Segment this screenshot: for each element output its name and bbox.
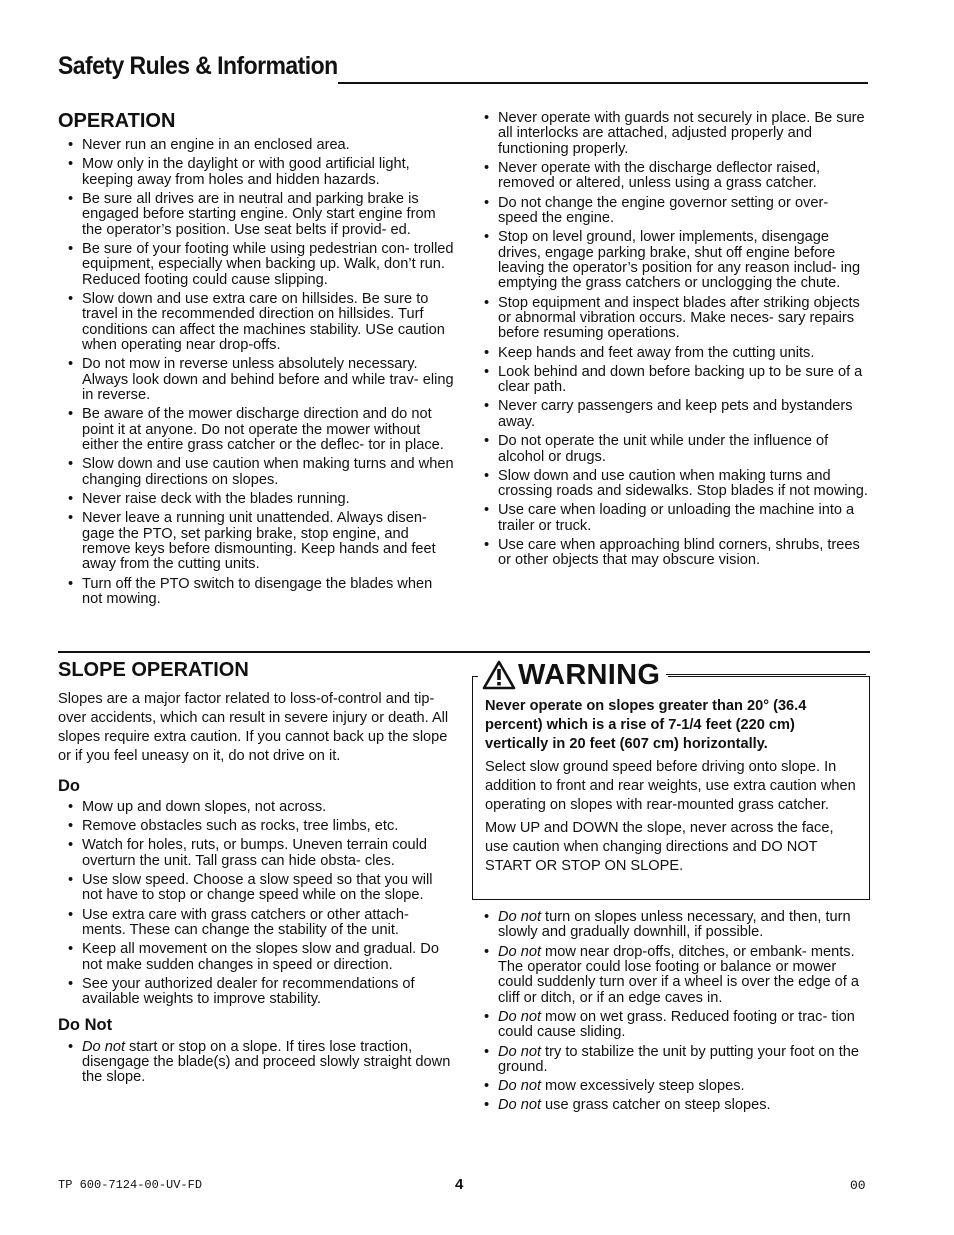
title-rule bbox=[338, 82, 868, 84]
footer-document-id: TP 600-7124-00-UV-FD bbox=[58, 1178, 203, 1192]
list-item: • Watch for holes, ruts, or bumps. Uneven terrain could overturn the unit. Tall grass can hide obsta- cles. bbox=[58, 838, 456, 869]
footer-revision: 00 bbox=[850, 1178, 866, 1193]
list-item: • Be sure all drives are in neutral and parking brake is engaged before starting engine. Only start engine from the operator’s position. Use seat belts if provid- ed. bbox=[58, 192, 456, 238]
negation-text: Do not bbox=[498, 943, 541, 960]
list-item: • Never carry passengers and keep pets and bystanders away. bbox=[474, 399, 868, 430]
donot-list bbox=[58, 1040, 456, 1086]
list-item: • Keep all movement on the slopes slow and gradual. Do not make sudden changes in speed or direction. bbox=[58, 942, 456, 973]
item-text: mow excessively steep slopes. bbox=[541, 1078, 745, 1095]
list-item: • Mow only in the daylight or with good artificial light, keeping away from holes and hidden hazards. bbox=[58, 157, 456, 188]
list-item: • Use care when loading or unloading the machine into a trailer or truck. bbox=[474, 503, 868, 534]
section-divider bbox=[58, 651, 870, 653]
operation-right-list bbox=[474, 111, 868, 569]
list-item: • Use extra care with grass catchers or other attach- ments. These can change the stability of the unit. bbox=[58, 908, 456, 939]
warning-header-rule bbox=[666, 674, 866, 675]
item-text: start or stop on a slope. If tires lose traction, disengage the blade(s) and proceed slowly straight down the slope. bbox=[82, 1038, 451, 1086]
item-text: mow near drop-offs, ditches, or embank- ments. The operator could lose footing or balance or mower could suddenly turn over if a wheel is over the edge of a cliff or ditch, or if an edge caves in. bbox=[498, 943, 860, 1006]
operation-left-column bbox=[58, 110, 456, 611]
list-item: • Never operate with guards not securely in place. Be sure all interlocks are attached, adjusted properly and functioning properly. bbox=[474, 111, 868, 157]
negation-text: Do not bbox=[498, 1097, 541, 1114]
warning-title: WARNING bbox=[518, 659, 661, 691]
negation-text: Do not bbox=[82, 1038, 125, 1055]
operation-left-list bbox=[58, 138, 456, 607]
operation-right-column bbox=[474, 111, 868, 573]
list-item bbox=[474, 1098, 868, 1113]
list-item: • Stop on level ground, lower implements, disengage drives, engage parking brake, shut off engine before leaving the operator’s position for any reason includ- ing emptying the grass catchers or unclogging the chute. bbox=[474, 230, 868, 292]
list-item: • Never operate with the discharge deflector raised, removed or altered, unless using a grass catcher. bbox=[474, 161, 868, 192]
warning-paragraph-1: Select slow ground speed before driving onto slope. In addition to front and rear weights, use extra caution when operating on slopes with rear-mounted grass catcher. bbox=[485, 759, 856, 813]
list-item bbox=[474, 910, 868, 941]
negation-text: Do not bbox=[498, 909, 541, 925]
list-item: • See your authorized dealer for recommendations of available weights to improve stability. bbox=[58, 977, 456, 1008]
item-text: use grass catcher on steep slopes. bbox=[541, 1097, 771, 1114]
do-heading: Do bbox=[58, 777, 80, 795]
donot-right-column bbox=[474, 910, 868, 1118]
slope-column bbox=[58, 659, 456, 1090]
list-item: • Mow up and down slopes, not across. bbox=[58, 800, 456, 815]
slope-heading: SLOPE OPERATION bbox=[58, 659, 249, 681]
list-item bbox=[58, 1040, 456, 1086]
warning-content bbox=[485, 697, 860, 880]
negation-text: Do not bbox=[498, 1043, 541, 1060]
do-list bbox=[58, 800, 456, 1008]
donot-right-list bbox=[474, 910, 868, 1114]
warning-triangle-icon bbox=[482, 660, 516, 690]
list-item: • Turn off the PTO switch to disengage the blades when not mowing. bbox=[58, 577, 456, 608]
warning-header bbox=[478, 658, 668, 692]
list-item: • Slow down and use caution when making turns and when changing directions on slopes. bbox=[58, 457, 456, 488]
operation-heading: OPERATION bbox=[58, 110, 176, 132]
item-text: turn on slopes unless necessary, and then, turn slowly and gradually downhill, if possible. bbox=[498, 909, 851, 941]
list-item: • Use care when approaching blind corners, shrubs, trees or other objects that may obscure vision. bbox=[474, 538, 868, 569]
list-item: • Be aware of the mower discharge direction and do not point it at anyone. Do not operate the mower without either the entire grass catcher or the deflec- tor in place. bbox=[58, 407, 456, 453]
list-item bbox=[474, 1010, 868, 1041]
item-text: try to stabilize the unit by putting your foot on the ground. bbox=[498, 1043, 860, 1076]
list-item: • Stop equipment and inspect blades after striking objects or abnormal vibration occurs. Make neces- sary repairs before resuming operations. bbox=[474, 296, 868, 342]
footer-page-number: 4 bbox=[455, 1176, 464, 1193]
list-item: • Do not operate the unit while under the influence of alcohol or drugs. bbox=[474, 434, 868, 465]
list-item: • Look behind and down before backing up to be sure of a clear path. bbox=[474, 365, 868, 396]
warning-paragraph-2: Mow UP and DOWN the slope, never across the face, use caution when changing directions and DO NOT START OR STOP ON SLOPE. bbox=[485, 820, 834, 874]
list-item: • Use slow speed. Choose a slow speed so that you will not have to stop or change speed while on the slope. bbox=[58, 873, 456, 904]
page-title: Safety Rules & Information bbox=[58, 52, 338, 80]
list-item bbox=[474, 1079, 868, 1094]
list-item: • Keep hands and feet away from the cutting units. bbox=[474, 346, 868, 361]
list-item bbox=[474, 945, 868, 1007]
list-item: • Never raise deck with the blades running. bbox=[58, 492, 456, 507]
negation-text: Do not bbox=[498, 1078, 541, 1095]
list-item: • Be sure of your footing while using pedestrian con- trolled equipment, especially when backing up. Walk, don’t run. Reduced footing could cause slipping. bbox=[58, 242, 456, 288]
donot-heading: Do Not bbox=[58, 1015, 113, 1034]
list-item: • Never run an engine in an enclosed area. bbox=[58, 138, 456, 153]
list-item: • Slow down and use extra care on hillsides. Be sure to travel in the recommended direction on hillsides. Turf conditions can affect the machines stability. USe caution when operating near drop-offs. bbox=[58, 292, 456, 354]
list-item bbox=[474, 1045, 868, 1076]
item-text: mow on wet grass. Reduced footing or trac- tion could cause sliding. bbox=[498, 1009, 855, 1041]
list-item: • Remove obstacles such as rocks, tree limbs, etc. bbox=[58, 819, 456, 834]
slope-intro: Slopes are a major factor related to loss-of-control and tip-over accidents, which can result in severe injury or death. All slopes require extra caution. If you cannot back up the slope or if you feel uneasy on it, do not drive on it. bbox=[58, 691, 449, 764]
list-item: • Do not mow in reverse unless absolutely necessary. Always look down and behind before and while trav- eling in reverse. bbox=[58, 357, 456, 403]
warning-bold-text: Never operate on slopes greater than 20° (36.4 percent) which is a rise of 7-1/4 feet (220 cm) vertically in 20 feet (607 cm) horizontally. bbox=[485, 698, 807, 752]
list-item: • Do not change the engine governor setting or over- speed the engine. bbox=[474, 196, 868, 227]
list-item: • Slow down and use caution when making turns and crossing roads and sidewalks. Stop blades if not mowing. bbox=[474, 469, 868, 500]
negation-text: Do not bbox=[498, 1009, 541, 1026]
list-item: • Never leave a running unit unattended. Always disen- gage the PTO, set parking brake, stop engine, and remove keys before dismounting. Keep hands and feet away from the cutting units. bbox=[58, 511, 456, 573]
